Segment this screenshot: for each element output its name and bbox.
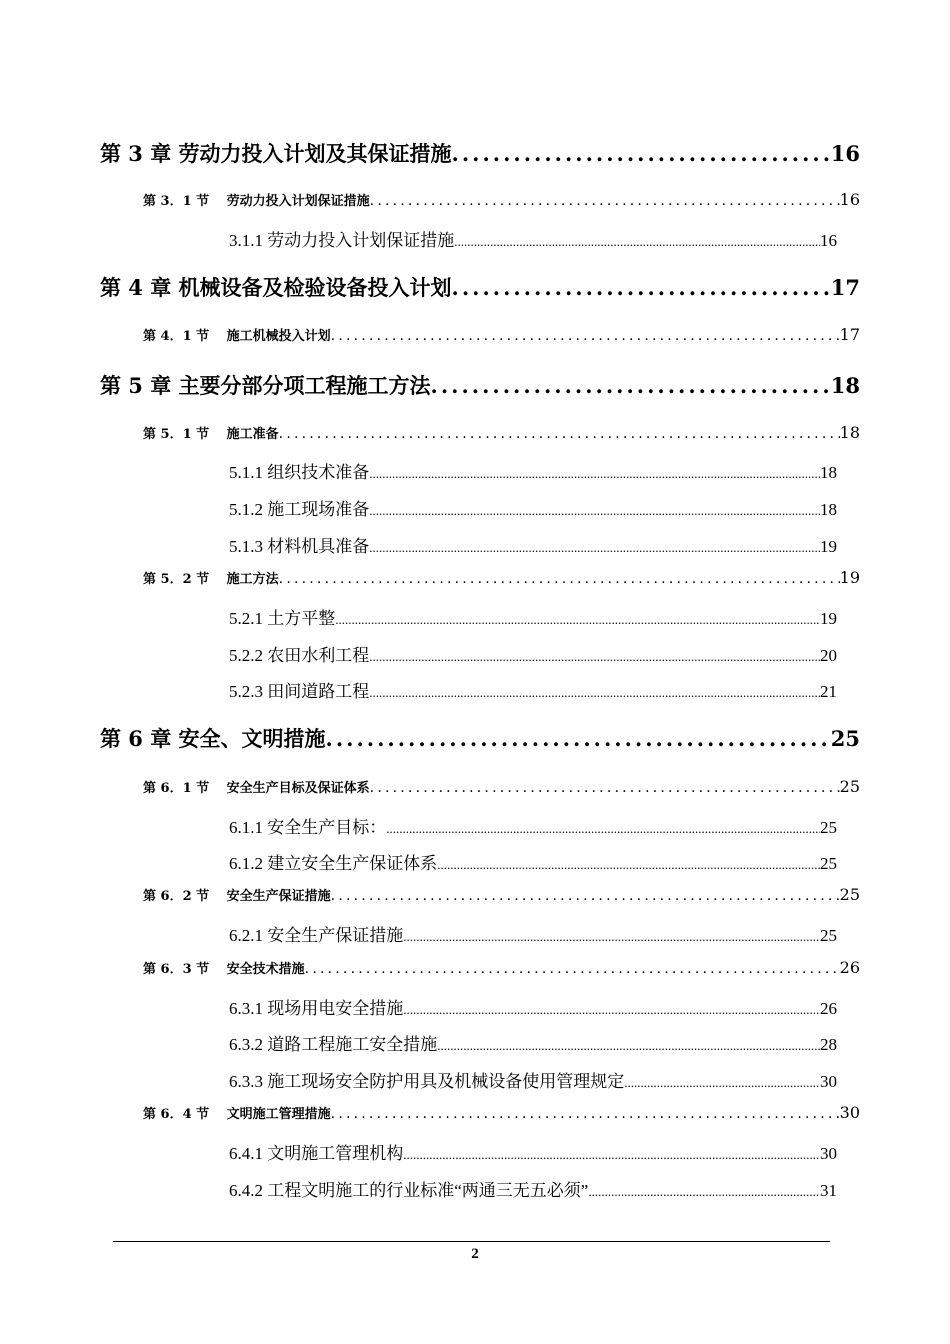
toc-dot-leader xyxy=(370,780,840,796)
toc-sub-entry[interactable] xyxy=(229,641,837,666)
toc-entry-label: 6.1.1 安全生产目标： xyxy=(229,818,387,837)
toc-dot-leader xyxy=(370,193,840,209)
toc-entry-label: 第 4．1 节 施工机械投入计划 xyxy=(143,329,331,344)
toc-entry-label: 6.1.2 建立安全生产保证体系 xyxy=(229,854,438,873)
toc-entry-page-number: 18 xyxy=(830,373,860,398)
toc-dot-leader xyxy=(386,821,820,837)
toc-entry-label: 6.3.3 施工现场安全防护用具及机械设备使用管理规定 xyxy=(229,1072,625,1091)
toc-entry-page-number: 21 xyxy=(820,682,837,701)
toc-entry-label: 第 4 章 机械设备及检验设备投入计划 xyxy=(100,275,452,300)
toc-chapter-entry[interactable] xyxy=(100,370,860,400)
toc-dot-leader xyxy=(369,466,820,482)
toc-entry-page-number: 25 xyxy=(820,926,837,945)
toc-section-entry[interactable] xyxy=(143,777,860,796)
toc-entry-page-number: 26 xyxy=(839,958,860,977)
toc-entry-label: 5.1.2 施工现场准备 xyxy=(229,500,370,519)
toc-entry-page-number: 20 xyxy=(820,646,837,665)
toc-entry-page-number: 16 xyxy=(830,141,860,166)
toc-dot-leader xyxy=(369,685,820,701)
toc-entry-label: 6.3.1 现场用电安全措施 xyxy=(229,999,404,1018)
toc-entry-page-number: 30 xyxy=(820,1144,837,1163)
toc-entry-label: 5.2.3 田间道路工程 xyxy=(229,682,370,701)
toc-entry-page-number: 30 xyxy=(820,1072,837,1091)
toc-entry-page-number: 16 xyxy=(820,231,837,250)
toc-dot-leader xyxy=(305,961,840,977)
toc-dot-leader xyxy=(331,1106,840,1122)
toc-entry-label: 5.1.1 组织技术准备 xyxy=(229,463,370,482)
toc-entry-page-number: 25 xyxy=(839,885,860,904)
toc-sub-entry[interactable] xyxy=(229,1030,837,1055)
toc-section-entry[interactable] xyxy=(143,423,860,442)
toc-dot-leader xyxy=(331,888,840,904)
toc-entry-page-number: 17 xyxy=(830,275,860,300)
toc-entry-page-number: 18 xyxy=(820,500,837,519)
toc-sub-entry[interactable] xyxy=(229,994,837,1019)
toc-entry-page-number: 25 xyxy=(820,854,837,873)
toc-entry-page-number: 30 xyxy=(839,1103,860,1122)
toc-entry-label: 5.1.3 材料机具准备 xyxy=(229,537,370,556)
toc-dot-leader xyxy=(369,540,820,556)
toc-entry-label: 第 6．3 节 安全技术措施 xyxy=(143,962,305,977)
toc-dot-leader xyxy=(335,612,820,628)
toc-entry-page-number: 28 xyxy=(820,1035,837,1054)
toc-section-entry[interactable] xyxy=(143,958,860,977)
toc-entry-label: 第 5 章 主要分部分项工程施工方法 xyxy=(100,373,431,398)
toc-entry-label: 第 6．2 节 安全生产保证措施 xyxy=(143,889,331,904)
toc-entry-label: 6.4.1 文明施工管理机构 xyxy=(229,1144,404,1163)
toc-entry-page-number: 17 xyxy=(839,325,860,344)
toc-dot-leader xyxy=(403,1002,820,1018)
toc-dot-leader xyxy=(452,141,831,166)
toc-dot-leader xyxy=(624,1075,820,1091)
toc-section-entry[interactable] xyxy=(143,1103,860,1122)
toc-entry-label: 6.2.1 安全生产保证措施 xyxy=(229,926,404,945)
toc-dot-leader xyxy=(437,857,820,873)
toc-section-entry[interactable] xyxy=(143,325,860,344)
toc-entry-page-number: 19 xyxy=(839,568,860,587)
toc-entry-label: 5.2.2 农田水利工程 xyxy=(229,646,370,665)
toc-entry-page-number: 19 xyxy=(820,609,837,628)
toc-entry-label: 第 3．1 节 劳动力投入计划保证措施 xyxy=(143,194,370,209)
toc-sub-entry[interactable] xyxy=(229,1067,837,1092)
toc-sub-entry[interactable] xyxy=(229,458,837,483)
footer-rule xyxy=(113,1241,830,1242)
toc-section-entry[interactable] xyxy=(143,568,860,587)
toc-dot-leader xyxy=(279,426,840,442)
toc-entry-label: 第 3 章 劳动力投入计划及其保证措施 xyxy=(100,141,452,166)
toc-sub-entry[interactable] xyxy=(229,677,837,702)
toc-entry-label: 第 5．1 节 施工准备 xyxy=(143,427,279,442)
toc-entry-label: 第 6．1 节 安全生产目标及保证体系 xyxy=(143,781,370,796)
toc-sub-entry[interactable] xyxy=(229,921,837,946)
toc-dot-leader xyxy=(588,1184,820,1200)
toc-sub-entry[interactable] xyxy=(229,1176,837,1201)
toc-dot-leader xyxy=(369,503,820,519)
toc-dot-leader xyxy=(454,234,820,250)
toc-sub-entry[interactable] xyxy=(229,495,837,520)
page-number: 2 xyxy=(471,1246,479,1262)
toc-dot-leader xyxy=(431,373,831,398)
toc-entry-page-number: 25 xyxy=(820,818,837,837)
toc-entry-label: 5.2.1 土方平整 xyxy=(229,609,336,628)
toc-dot-leader xyxy=(331,328,840,344)
toc-dot-leader xyxy=(437,1038,820,1054)
toc-entry-page-number: 18 xyxy=(820,463,837,482)
toc-entry-label: 第 6 章 安全、文明措施 xyxy=(100,726,326,751)
toc-entry-page-number: 25 xyxy=(839,777,860,796)
toc-entry-page-number: 25 xyxy=(830,726,860,751)
toc-entry-page-number: 16 xyxy=(839,190,860,209)
toc-entry-label: 3.1.1 劳动力投入计划保证措施 xyxy=(229,231,455,250)
toc-chapter-entry[interactable] xyxy=(100,138,860,168)
toc-entry-page-number: 19 xyxy=(820,537,837,556)
toc-sub-entry[interactable] xyxy=(229,849,837,874)
toc-section-entry[interactable] xyxy=(143,190,860,209)
toc-entry-label: 6.4.2 工程文明施工的行业标准“两通三无五必须” xyxy=(229,1181,589,1200)
toc-dot-leader xyxy=(279,571,840,587)
toc-chapter-entry[interactable] xyxy=(100,272,860,302)
toc-sub-entry[interactable] xyxy=(229,532,837,557)
toc-entry-label: 6.3.2 道路工程施工安全措施 xyxy=(229,1035,438,1054)
toc-sub-entry[interactable] xyxy=(229,604,837,629)
toc-dot-leader xyxy=(452,275,831,300)
toc-entry-label: 第 6．4 节 文明施工管理措施 xyxy=(143,1107,331,1122)
toc-dot-leader xyxy=(369,649,820,665)
toc-entry-page-number: 31 xyxy=(820,1181,837,1200)
toc-entry-page-number: 18 xyxy=(839,423,860,442)
toc-chapter-entry[interactable] xyxy=(100,723,860,753)
toc-dot-leader xyxy=(403,929,820,945)
toc-sub-entry[interactable] xyxy=(229,226,837,251)
toc-sub-entry[interactable] xyxy=(229,813,837,838)
toc-entry-label: 第 5．2 节 施工方法 xyxy=(143,572,279,587)
toc-dot-leader xyxy=(326,726,831,751)
toc-sub-entry[interactable] xyxy=(229,1139,837,1164)
toc-dot-leader xyxy=(403,1147,820,1163)
toc-section-entry[interactable] xyxy=(143,885,860,904)
toc-entry-page-number: 26 xyxy=(820,999,837,1018)
